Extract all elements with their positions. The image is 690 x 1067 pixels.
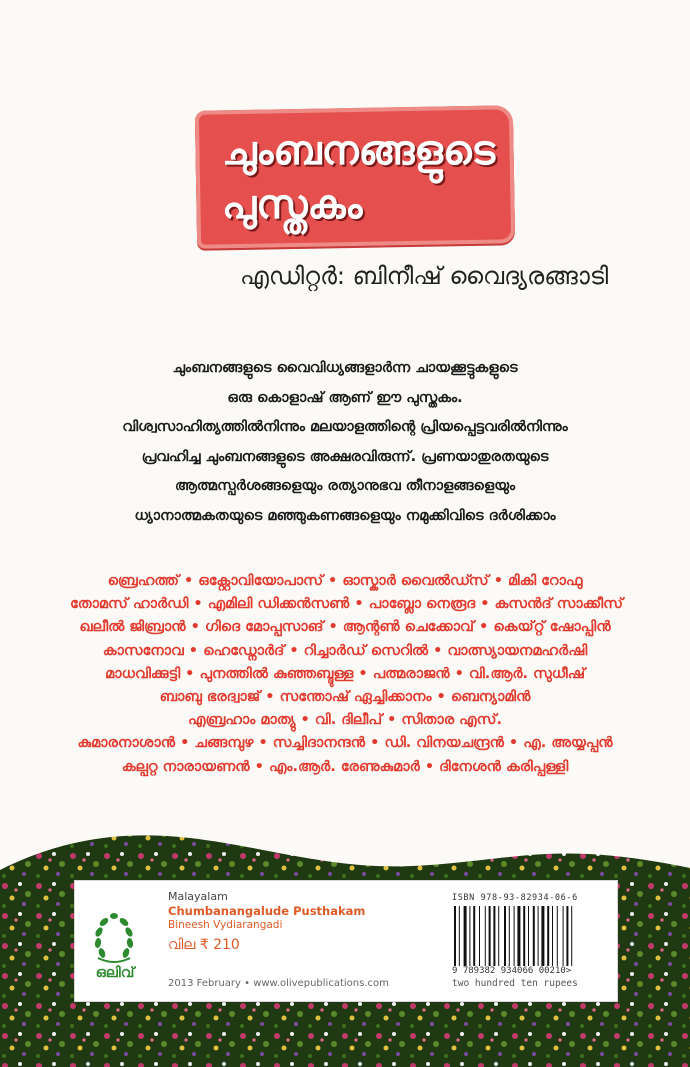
author-line: കാസനോവ • ഹെഡ്നോർദ് • റിച്ചാർഡ് സെറിൽ • വാത്സ്യായനമഹർഷി (102, 642, 588, 659)
book-title-line-2: പുസ്തകം (222, 182, 363, 228)
book-title-line-1: ചുംബനങ്ങളുടെ (222, 128, 496, 174)
blurb-line: പ്രവഹിച്ച ചുംബനങ്ങളുടെ അക്ഷരവിരുന്ന്. പ്രണയാതുരതയുടെ (141, 448, 549, 465)
publication-line: 2013 February • www.olivepublications.com (168, 978, 389, 989)
blurb-line: ധ്യാനാത്മകതയുടെ മഞ്ഞുകണങ്ങളെയും നമുക്കിവിടെ ദർശിക്കാം (134, 507, 556, 524)
blurb-line: ഒരു കൊളാഷ് ആണ് ഈ പുസ്തകം. (227, 389, 463, 406)
author-line: എബ്രഹാം മാത്യു • വി. ദിലീപ് • സിതാര എസ്. (188, 712, 502, 729)
blurb-line: ചുംബനങ്ങളുടെ വൈവിധ്യങ്ങളാർന്ന ചായക്കൂട്ടുകളുടെ (172, 360, 518, 376)
editor-credit: എഡിറ്റർ: ബിനീഷ് വൈദ്യരങ്ങാടി (240, 262, 609, 290)
language-label: Malayalam (168, 890, 228, 903)
author-line: ഖലീൽ ജിബ്രാൻ • ഗിദെ മോപ്പസാങ് • ആന്റൺ ചെക്കോവ് • കെയ്റ്റ് ഷോപ്പിൻ (79, 619, 611, 636)
olive-branch-icon (90, 908, 138, 968)
book-editor-english: Bineesh Vydiarangadi (168, 919, 283, 931)
publisher-logo-text: ഒലിവ് (95, 965, 135, 981)
price-label: വില ₹ 210 (168, 937, 240, 953)
price-in-words: two hundred ten rupees (452, 978, 578, 989)
author-line: കുമാരനാശാൻ • ചങ്ങമ്പുഴ • സച്ചിദാനന്ദൻ • ഡി. വിനയചന്ദ്രൻ • എ. അയ്യപ്പൻ (77, 735, 613, 752)
author-line: തോമസ് ഹാർഡി • എമിലി ഡിക്കൻസൺ • പാബ്ലോ നെരൂദ • കസൻദ് സാക്കീസ് (70, 596, 623, 613)
author-line: ബ്രെഹത്ത് • ഒക്റ്റോവിയോപാസ് • ഓസ്കാർ വൈൽഡ്സ് • മികി റോഫു (107, 573, 583, 589)
blurb-line: ആത്മസ്പർശങ്ങളെയും രത്യാനുഭവ തീനാളങ്ങളെയും (174, 478, 516, 494)
author-line: ബാബു ഭരദ്വാജ് • സന്തോഷ് ഏച്ചിക്കാനം • ബെന്യാമിൻ (159, 689, 531, 706)
isbn-label: ISBN 978-93-82934-06-6 (452, 893, 578, 903)
author-line: മാധവിക്കുട്ടി • പുനത്തിൽ കുഞ്ഞബ്ദുള്ള • പത്മരാജൻ • വി.ആർ. സുധീഷ് (105, 665, 585, 682)
barcode-numbers: 9 789382 934066 00210> (452, 966, 572, 976)
book-title-english: Chumbanangalude Pusthakam (168, 904, 366, 918)
blurb-line: വിശ്വസാഹിത്യത്തിൽനിന്നും മലയാളത്തിന്റെ പ്രിയപ്പെട്ടവരിൽനിന്നും (122, 419, 568, 435)
blurb (80, 354, 610, 531)
author-line: കല്പറ്റ നാരായണൻ • എം.ആർ. രേണുകുമാർ • ദിനേശൻ കരിപ്പള്ളി (121, 758, 569, 775)
author-list (70, 570, 623, 779)
barcode-image (452, 906, 602, 966)
